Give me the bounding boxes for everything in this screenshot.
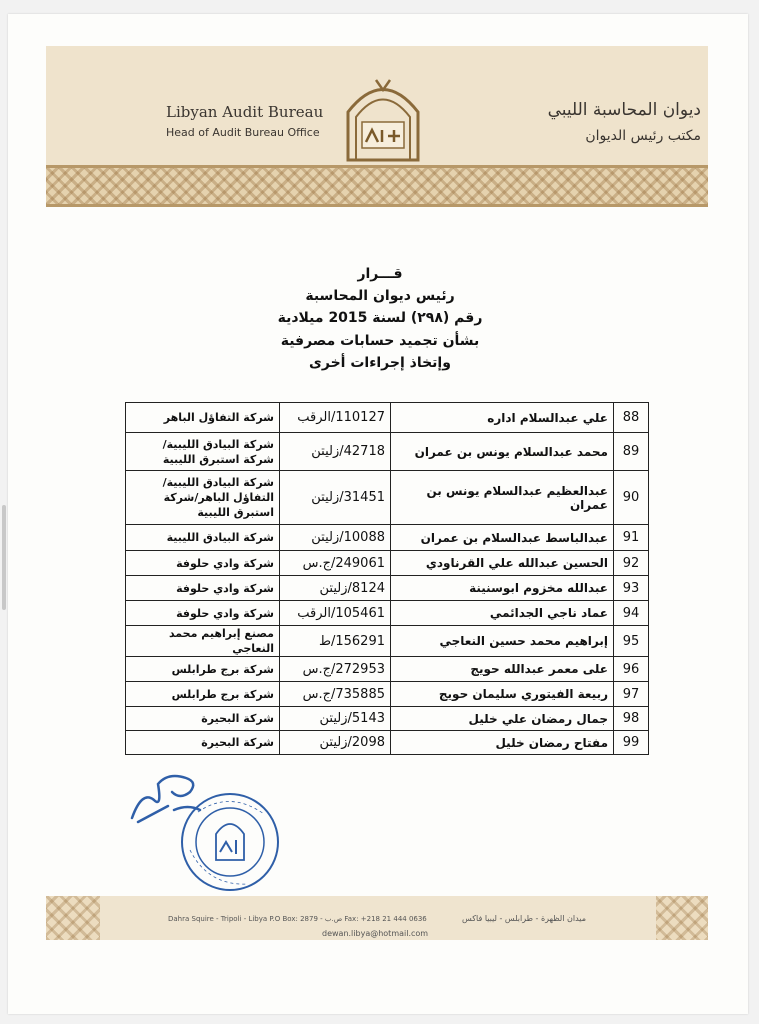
company-name: شركة البيادق الليبية/ التفاؤل الباهر/شركة استبرق الليبية <box>126 471 280 525</box>
row-number: 98 <box>614 707 649 731</box>
row-number: 94 <box>614 601 649 626</box>
company-name: شركة البحيرة <box>126 707 280 731</box>
table-row <box>126 551 649 576</box>
company-name: شركة برج طرابلس <box>126 682 280 707</box>
row-number: 95 <box>614 626 649 657</box>
person-name: الحسين عبدالله علي القرناودي <box>391 551 614 576</box>
person-name: إبراهيم محمد حسين النعاجي <box>391 626 614 657</box>
person-name: عبدالله مخزوم ابوسنينة <box>391 576 614 601</box>
person-name: محمد عبدالسلام يونس بن عمران <box>391 433 614 471</box>
row-number: 97 <box>614 682 649 707</box>
table-row <box>126 433 649 471</box>
footer-address-ar: ميدان الظهرة - طرابلس - ليبيا فاكس <box>462 914 587 923</box>
company-name: مصنع إبراهيم محمد النعاجي <box>126 626 280 657</box>
footer-address-en: Dahra Squire - Tripoli - Libya P.O Box: 2879 - ص.ب Fax: +218 21 444 0636 <box>168 915 427 923</box>
company-name: شركة برج طرابلس <box>126 657 280 682</box>
decision-issuer: رئيس ديوان المحاسبة <box>305 288 455 304</box>
row-number: 88 <box>614 403 649 433</box>
row-number: 96 <box>614 657 649 682</box>
person-name: عبدالباسط عبدالسلام بن عمران <box>391 525 614 551</box>
account-number: 2098/زليتن <box>280 731 391 755</box>
company-name: شركة البيادق الليبية/ شركة استبرق الليبية <box>126 433 280 471</box>
account-number: 5143/زليتن <box>280 707 391 731</box>
decision-subject: بشأن تجميد حسابات مصرفية <box>280 333 480 349</box>
table-row <box>126 471 649 525</box>
decision-heading: قـــرار <box>357 266 403 282</box>
table-row <box>126 525 649 551</box>
company-name: شركة وادي حلوفة <box>126 601 280 626</box>
header-en-title: Libyan Audit Bureau <box>166 103 324 121</box>
account-number: 10088/زليتن <box>280 525 391 551</box>
table-row <box>126 626 649 657</box>
person-name: عماد ناجي الجدائمي <box>391 601 614 626</box>
company-name: شركة البيادق الليبية <box>126 525 280 551</box>
account-number: 272953/ج.س <box>280 657 391 682</box>
company-name: شركة التفاؤل الباهر <box>126 403 280 433</box>
table-row <box>126 731 649 755</box>
account-number: 249061/ج.س <box>280 551 391 576</box>
decision-number: رقم (٢٩٨) لسنة 2015 ميلادية <box>277 310 483 326</box>
person-name: علي عبدالسلام اداره <box>391 403 614 433</box>
person-name: عبدالعظيم عبدالسلام يونس بن عمران <box>391 471 614 525</box>
account-number: 31451/زليتن <box>280 471 391 525</box>
row-number: 89 <box>614 433 649 471</box>
header-en-subtitle: Head of Audit Bureau Office <box>166 126 320 139</box>
decision-subject-2: وإتخاذ إجراءات أخرى <box>309 355 451 371</box>
accounts-table <box>125 402 649 755</box>
scrollbar-thumb[interactable] <box>2 505 6 610</box>
table-row <box>126 576 649 601</box>
header-ar-title: ديوان المحاسبة الليبي <box>547 100 701 120</box>
account-number: 735885/ج.س <box>280 682 391 707</box>
ornamental-border <box>46 165 708 207</box>
table-row <box>126 601 649 626</box>
bureau-logo-icon <box>338 72 428 164</box>
table-row <box>126 682 649 707</box>
table-row <box>126 403 649 433</box>
company-name: شركة وادي حلوفة <box>126 551 280 576</box>
account-number: 105461/الرقب <box>280 601 391 626</box>
row-number: 99 <box>614 731 649 755</box>
person-name: ربيعة الفيتوري سليمان حويج <box>391 682 614 707</box>
header-ar-subtitle: مكتب رئيس الديوان <box>585 128 701 144</box>
row-number: 90 <box>614 471 649 525</box>
person-name: جمال رمضان علي خليل <box>391 707 614 731</box>
table-row <box>126 657 649 682</box>
company-name: شركة البحيرة <box>126 731 280 755</box>
row-number: 92 <box>614 551 649 576</box>
company-name: شركة وادي حلوفة <box>126 576 280 601</box>
account-number: 156291/ط <box>280 626 391 657</box>
person-name: مفتاح رمضان خليل <box>391 731 614 755</box>
account-number: 42718/زليتن <box>280 433 391 471</box>
footer-email[interactable]: dewan.libya@hotmail.com <box>322 929 429 938</box>
table-row <box>126 707 649 731</box>
account-number: 8124/زليتن <box>280 576 391 601</box>
row-number: 91 <box>614 525 649 551</box>
account-number: 110127/الرقب <box>280 403 391 433</box>
row-number: 93 <box>614 576 649 601</box>
official-stamp-icon <box>178 790 282 894</box>
person-name: على معمر عبدالله حويج <box>391 657 614 682</box>
